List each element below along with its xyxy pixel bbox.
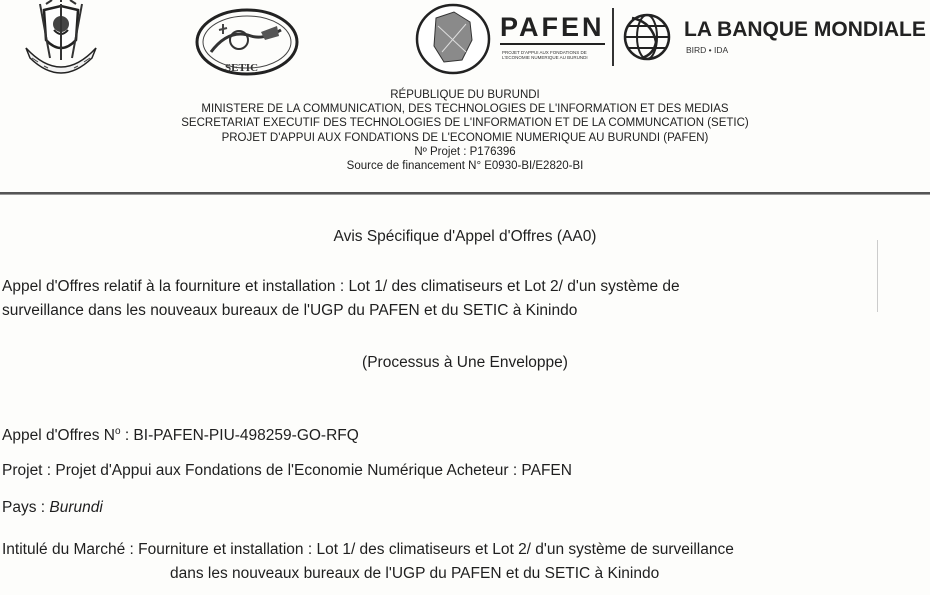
notice-intro <box>2 275 930 323</box>
header-line-republic: RÉPUBLIQUE DU BURUNDI <box>390 89 540 101</box>
setic-logo-icon <box>193 6 305 82</box>
logo-divider <box>612 8 614 66</box>
contract-title-line-2: dans les nouveaux bureaux de l'UGP du PAFEN et du SETIC à Kinindo <box>170 565 660 582</box>
header-line-ministry: MINISTERE DE LA COMMUNICATION, DES TECHNOLOGIES DE L'INFORMATION ET DES MEDIAS <box>201 103 729 116</box>
world-bank-subtitle: BIRD • IDA <box>686 45 729 55</box>
header-line-project-number: Nº Projet : P176396 <box>414 145 516 158</box>
pafen-globe-icon <box>414 2 492 76</box>
header-line-project: PROJET D'APPUI AUX FONDATIONS DE L'ECONOMIE NUMERIQUE AU BURUNDI (PAFEN) <box>221 131 709 144</box>
burundi-coat-of-arms-icon <box>16 0 106 82</box>
contract-title <box>2 538 930 586</box>
pafen-subtitle: PROJET D'APPUI AUX FONDATIONS DE L'ECONOMIE NUMERIQUE AU BURUNDI <box>502 50 588 60</box>
header-divider <box>0 192 930 195</box>
process-note: (Processus à Une Enveloppe) <box>362 354 568 371</box>
world-bank-globe-icon <box>622 12 672 62</box>
header-line-funding-source: Source de financement N° E0930-BI/E2820-BI <box>346 160 584 173</box>
country-label: Pays : <box>2 499 50 516</box>
document-header <box>0 88 930 173</box>
country-line <box>2 499 930 517</box>
tender-number <box>2 426 930 445</box>
contract-title-label: Intitulé du Marché : <box>2 541 139 558</box>
tender-number-label: Appel d'Offres N <box>2 427 115 445</box>
country-value: Burundi <box>49 499 103 516</box>
header-line-secretariat: SECRETARIAT EXECUTIF DES TECHNOLOGIES DE L'INFORMATION ET DE LA COMMUNCATION (SETIC) <box>181 117 749 130</box>
notice-intro-line-2: surveillance dans les nouveaux bureaux de l'UGP du PAFEN et du SETIC à Kinindo <box>2 302 578 319</box>
project-line: Projet : Projet d'Appui aux Fondations de l'Economie Numérique Acheteur : PAFEN <box>2 462 572 479</box>
logo-banner <box>0 0 930 84</box>
world-bank-name: LA BANQUE MONDIALE <box>684 18 926 41</box>
contract-title-line-1: Fourniture et installation : Lot 1/ des climatiseurs et Lot 2/ d'un système de surveillance <box>138 541 734 558</box>
notice-intro-line-1: Appel d'Offres relatif à la fourniture et installation : Lot 1/ des climatiseurs et Lot 2/ d'un système de <box>2 278 680 295</box>
tender-number-value: : BI-PAFEN-PIU-498259-GO-RFQ <box>120 427 359 445</box>
tender-number-superscript: o <box>114 426 121 437</box>
notice-title: Avis Spécifique d'Appel d'Offres (AA0) <box>333 228 597 245</box>
setic-label: SETIC <box>225 62 259 74</box>
pafen-wordmark: PAFEN <box>500 12 605 43</box>
